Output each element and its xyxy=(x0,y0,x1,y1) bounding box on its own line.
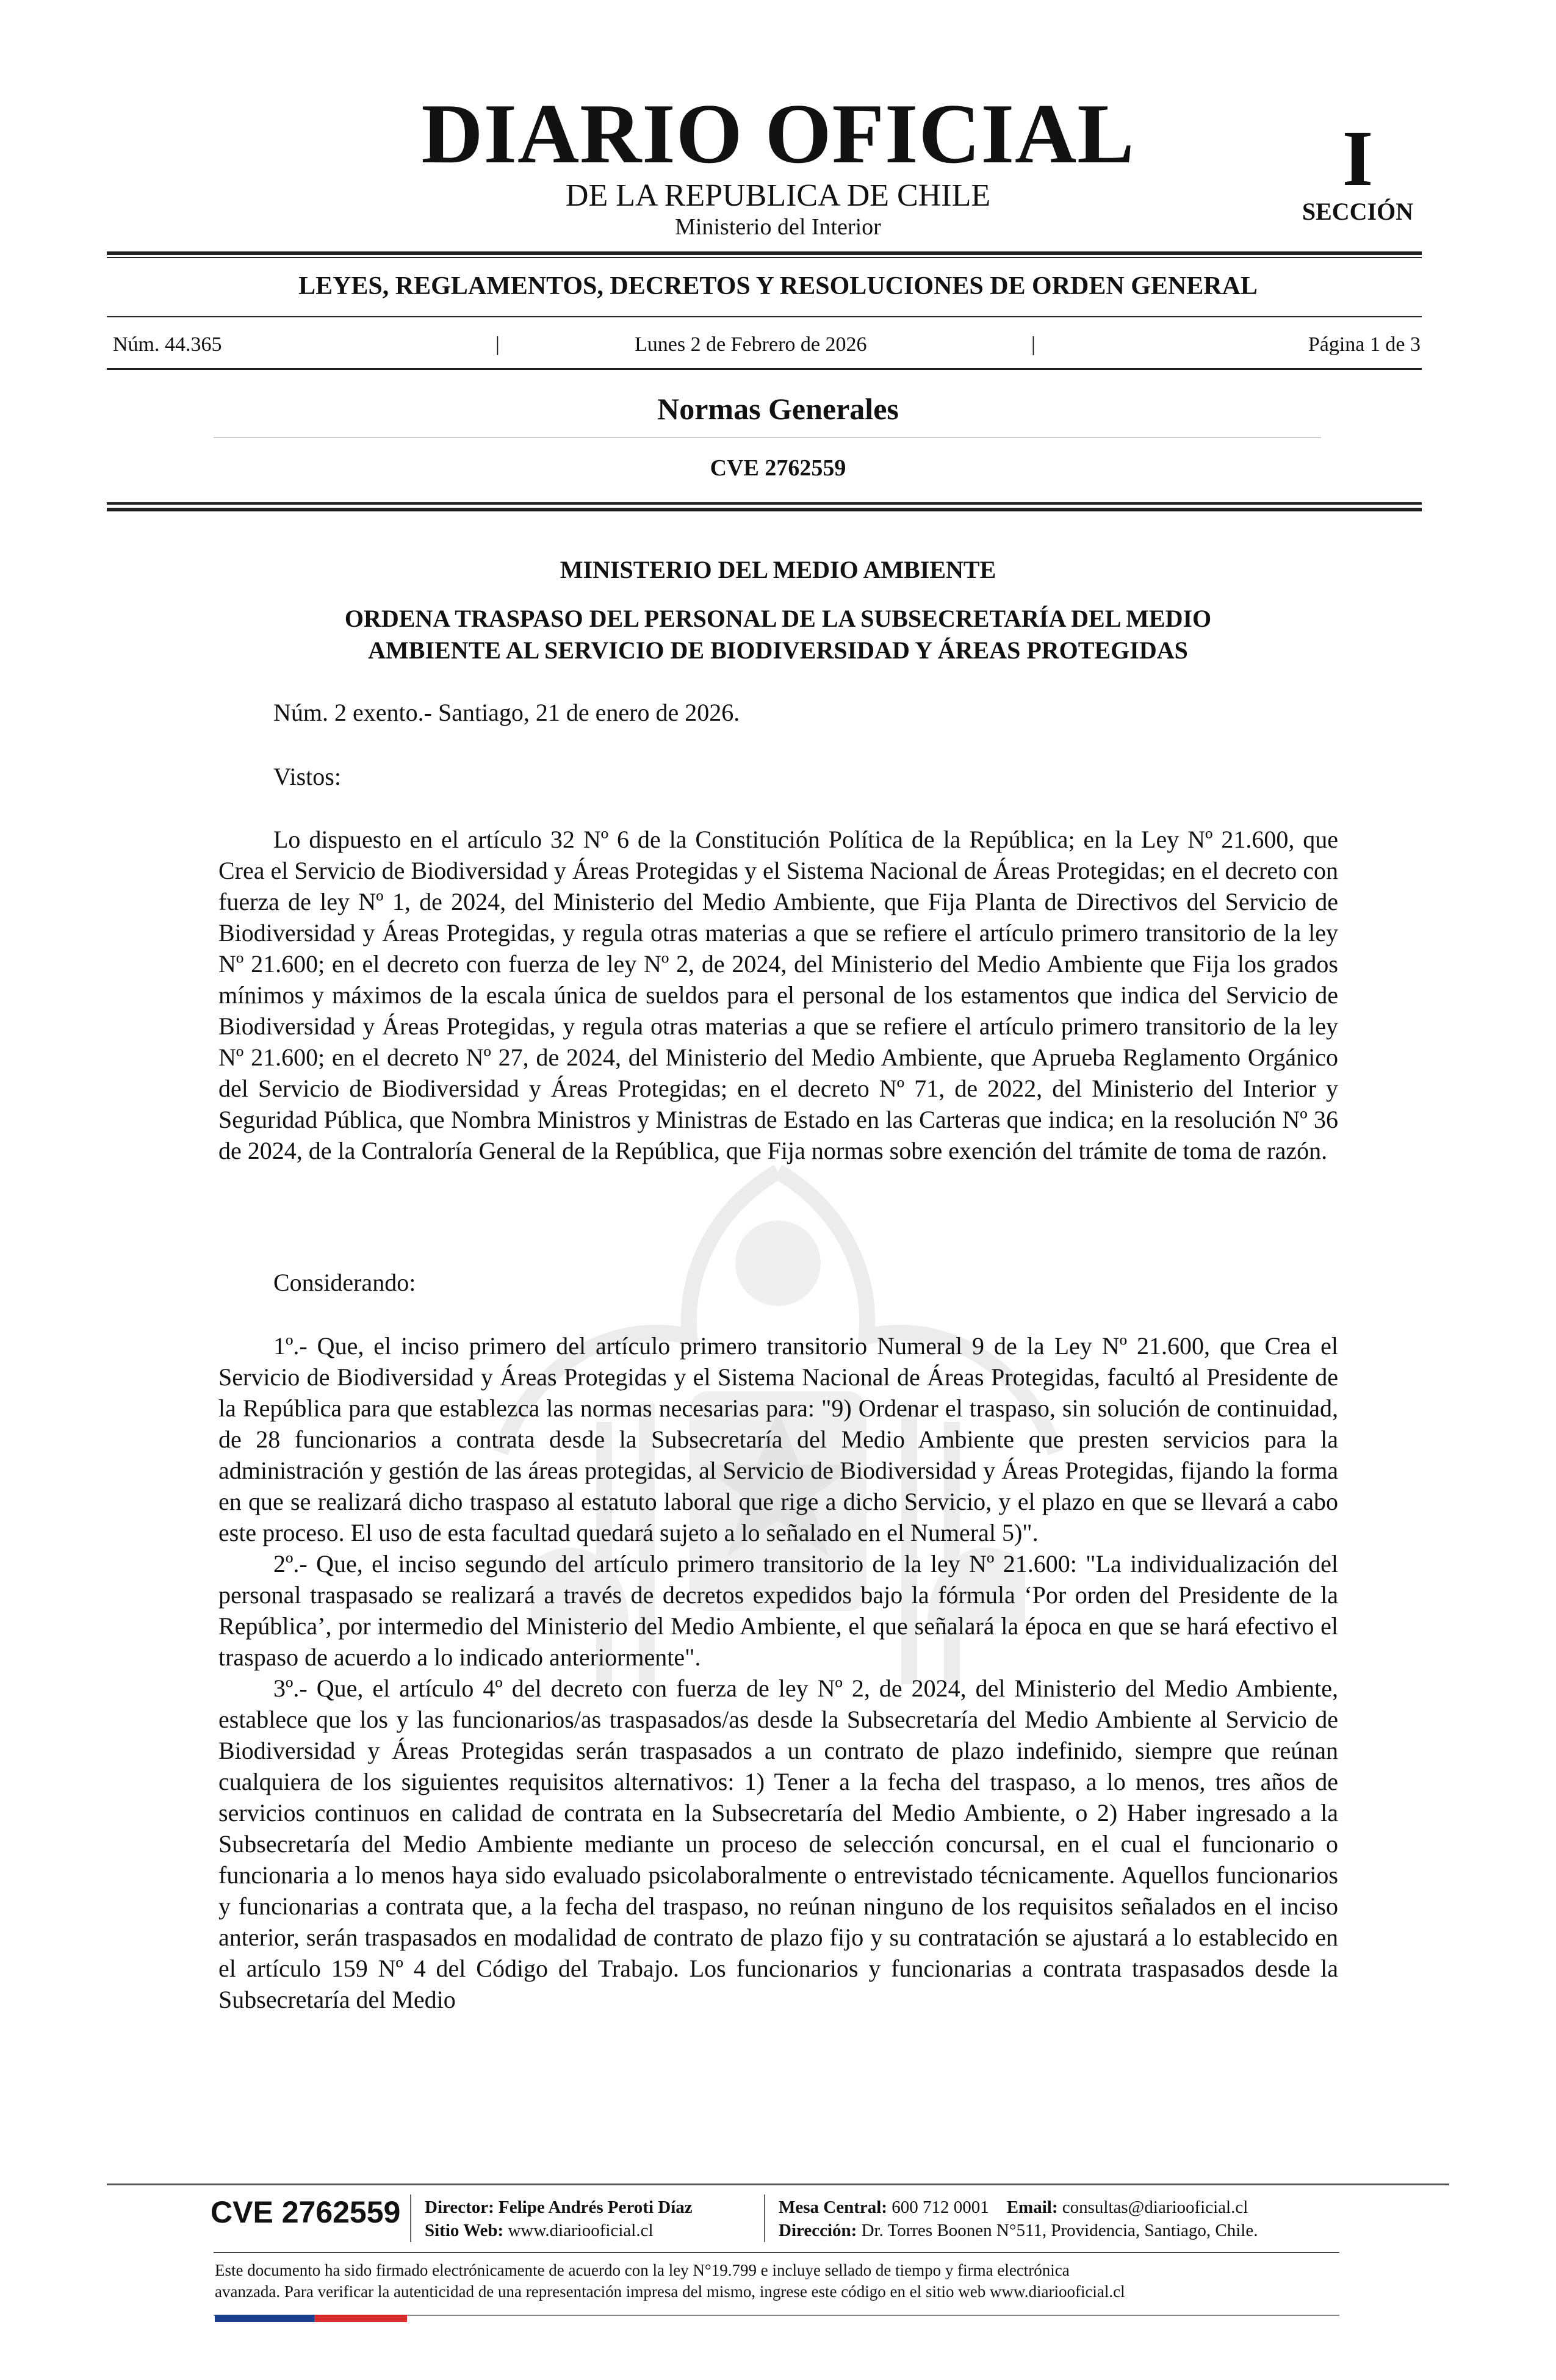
considerando-item: 3º.- Que, el artículo 4º del decreto con fuerza de ley Nº 2, de 2024, del Ministerio del Medio Ambiente, establece que los y las funcionarios/as traspasados/as desde la Subsecretaría del Medio Ambiente al Servicio de Biodiversidad y Áreas Protegidas serán traspasados a un contrato de plazo indefinido, siempre que reúnan cualquiera de los siguientes requisitos alternativos: 1) Tener a la fecha del traspaso, a lo menos, tres años de servicios continuos en calidad de contrata en la Subsecretaría del Medio Ambiente, o 2) Haber ingresado a la Subsecretaría del Medio Ambiente mediante un proceso de selección concursal, en el cual el funcionario o funcionaria a lo menos haya sido evaluado psicolaboralmente o entrevistado técnicamente. Aquellos funcionarios y funcionarias a contrata que, a la fecha del traspaso, no reúnan ninguno de los requisitos señalados en el inciso anterior, serán traspasados en modalidad de contrato de plazo fijo y su contratación se ajustará a lo establecido en el artículo 159 Nº 4 del Código del Trabajo. Los funcionarios y funcionarias a contrata traspasados desde la Subsecretaría del Medio xyxy=(218,1675,1338,2013)
legal-line: Este documento ha sido firmado electrónicamente de acuerdo con la ley N°19.799 e incluye sellado de tiempo y firma electrónica xyxy=(215,2261,1070,2279)
footer-contact-info xyxy=(779,2196,1258,2242)
issue-separator: | xyxy=(1031,333,1036,356)
email-label: Email: xyxy=(1006,2198,1058,2217)
address-value: Dr. Torres Boonen N°511, Providencia, Santiago, Chile. xyxy=(861,2221,1258,2240)
issue-date: Lunes 2 de Febrero de 2026 xyxy=(635,333,867,356)
section-divider xyxy=(214,437,1321,438)
website-link[interactable]: www.diariooficial.cl xyxy=(508,2221,654,2240)
newspaper-subtitle: DE LA REPUBLICA DE CHILE xyxy=(565,178,991,213)
page-indicator: Página 1 de 3 xyxy=(1308,333,1421,356)
phone-number: 600 712 0001 xyxy=(891,2198,989,2217)
footer-divider xyxy=(410,2194,411,2242)
footer-rule-inner xyxy=(214,2252,1339,2253)
document-title-line2: AMBIENTE AL SERVICIO DE BIODIVERSIDAD Y ÁREAS PROTEGIDAS xyxy=(368,636,1188,664)
decree-line: Núm. 2 exento.- Santiago, 21 de enero de 2026. xyxy=(273,699,740,726)
footer-cve-code: CVE 2762559 xyxy=(211,2195,401,2229)
director-label: Director: xyxy=(425,2198,494,2217)
publisher-ministry: Ministerio del Interior xyxy=(675,214,881,240)
flag-bar-red xyxy=(314,2315,407,2322)
header-rule-thick xyxy=(107,508,1422,511)
issue-number: Núm. 44.365 xyxy=(113,333,222,356)
flag-bar-blue xyxy=(215,2315,314,2322)
phone-label: Mesa Central: xyxy=(779,2198,887,2217)
masthead-rule-thin xyxy=(107,257,1422,258)
header-rule xyxy=(107,502,1422,505)
vistos-paragraph xyxy=(218,824,1338,1166)
document-title-line1: ORDENA TRASPASO DEL PERSONAL DE LA SUBSECRETARÍA DEL MEDIO xyxy=(344,605,1212,632)
issue-separator: | xyxy=(495,333,500,356)
footer-divider xyxy=(764,2194,765,2242)
footer-legal-notice xyxy=(215,2260,1339,2302)
issue-rule-bottom xyxy=(107,368,1422,370)
considerandos-block xyxy=(218,1330,1338,2015)
masthead-rule xyxy=(107,251,1422,255)
footer-rule xyxy=(107,2183,1449,2185)
website-label: Sitio Web: xyxy=(425,2221,504,2240)
legal-line: avanzada. Para verificar la autenticidad de una representación impresa del mismo, ingrese este código en el sitio web www.diariooficial.cl xyxy=(215,2282,1125,2301)
section-number: I xyxy=(1342,115,1374,203)
considerando-label: Considerando: xyxy=(273,1269,416,1296)
vistos-label: Vistos: xyxy=(273,763,341,790)
considerando-item: 2º.- Que, el inciso segundo del artículo primero transitorio de la ley Nº 21.600: "La individualización del personal traspasado se realizará a través de decretos expedidos bajo la fórmula ‘Por orden del Presidente de la República’, por intermedio del Ministerio del Medio Ambiente, el que señalará la época en que se hará efectivo el traspaso de acuerdo a lo indicado anteriormente". xyxy=(218,1550,1338,1671)
newspaper-title: DIARIO OFICIAL xyxy=(421,87,1135,181)
vistos-text: Lo dispuesto en el artículo 32 Nº 6 de la Constitución Política de la República; en la Ley Nº 21.600, que Crea el Servicio de Biodiversidad y Áreas Protegidas y el Sistema Nacional de Áreas Protegidas; en el decreto con fuerza de ley Nº 1, de 2024, del Ministerio del Medio Ambiente, que Fija Planta de Directivos del Servicio de Biodiversidad y Áreas Protegidas, y regula otras materias a que se refiere el artículo primero transitorio de la ley Nº 21.600; en el decreto con fuerza de ley Nº 2, de 2024, del Ministerio del Medio Ambiente que Fija los grados mínimos y máximos de la escala única de sueldos para el personal de los estamentos que indica del Servicio de Biodiversidad y Áreas Protegidas, y regula otras materias a que se refiere el artículo primero transitorio de la ley Nº 21.600; en el decreto Nº 27, de 2024, del Ministerio del Medio Ambiente, que Aprueba Reglamento Orgánico del Servicio de Biodiversidad y Áreas Protegidas; en el decreto Nº 71, de 2022, del Ministerio del Interior y Seguridad Pública, que Nombra Ministros y Ministras de Estado en las Carteras que indica; en la resolución Nº 36 de 2024, de la Contraloría General de la República, que Fija normas sobre exención del trámite de toma de razón. xyxy=(218,826,1338,1164)
cve-code: CVE 2762559 xyxy=(710,455,846,481)
footer-director-info xyxy=(425,2196,693,2242)
email-link[interactable]: consultas@diariooficial.cl xyxy=(1062,2198,1248,2217)
issue-rule-top xyxy=(107,316,1422,317)
section-title: Normas Generales xyxy=(657,392,899,426)
address-label: Dirección: xyxy=(779,2221,857,2240)
section-label: SECCIÓN xyxy=(1302,198,1414,225)
director-name: Felipe Andrés Peroti Díaz xyxy=(499,2198,693,2217)
category-heading: LEYES, REGLAMENTOS, DECRETOS Y RESOLUCIONES DE ORDEN GENERAL xyxy=(298,272,1258,300)
ministry-heading: MINISTERIO DEL MEDIO AMBIENTE xyxy=(560,556,996,583)
considerando-item: 1º.- Que, el inciso primero del artículo primero transitorio Numeral 9 de la Ley Nº 21.600, que Crea el Servicio de Biodiversidad y Áreas Protegidas y el Sistema Nacional de Áreas Protegidas, facultó al Presidente de la República para que establezca las normas necesarias para: "9) Ordenar el traspaso, sin solución de continuidad, de 28 funcionarios a contrata desde la Subsecretaría del Medio Ambiente que presten servicios para la administración y gestión de las áreas protegidas, al Servicio de Biodiversidad y Áreas Protegidas, fijando la forma en que se realizará dicho traspaso al estatuto laboral que rige a dicho Servicio, y el plazo en que se llevará a cabo este proceso. El uso de esta facultad quedará sujeto a lo señalado en el Numeral 5)". xyxy=(218,1332,1338,1546)
